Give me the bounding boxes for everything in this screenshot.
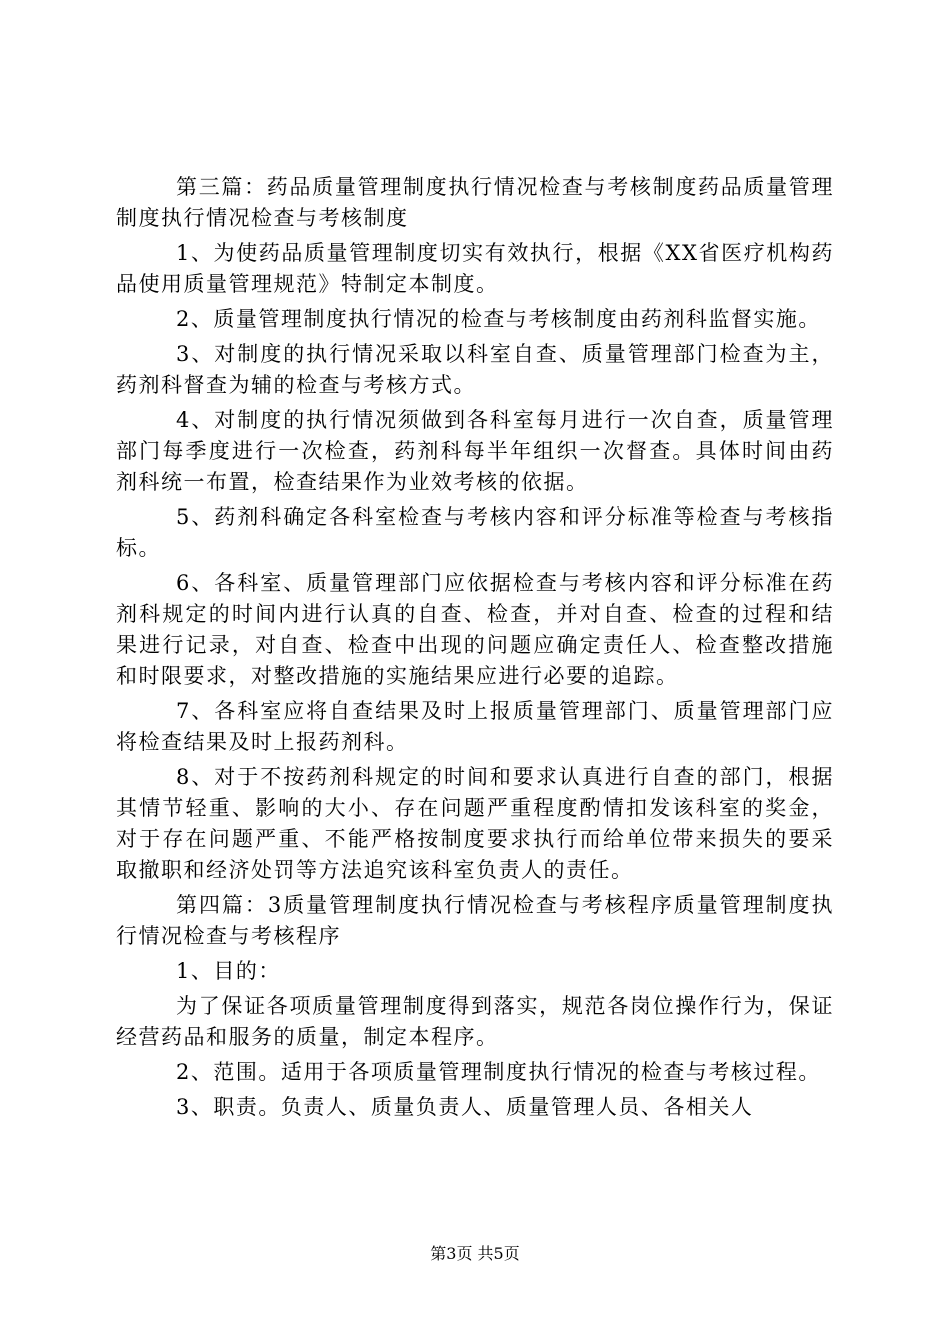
heading-part-four: 第四篇：3质量管理制度执行情况检查与考核程序质量管理制度执行情况检查与考核程序 xyxy=(116,893,834,948)
paragraph-item: 2、质量管理制度执行情况的检查与考核制度由药剂科监督实施。 xyxy=(176,307,821,331)
paragraph-item: 6、各科室、质量管理部门应依据检查与考核内容和评分标准在药剂科规定的时间内进行认真的自查、检查，并对自查、检查的过程和结果进行记录，对自查、检查中出现的问题应确定责任人、检查整改措施和时限要求，对整改措施的实施结果应进行必要的追踪。 xyxy=(116,571,834,688)
paragraph-item: 4、对制度的执行情况须做到各科室每月进行一次自查，质量管理部门每季度进行一次检查，药剂科每半年组织一次督查。具体时间由药剂科统一布置，检查结果作为业效考核的依据。 xyxy=(116,408,834,494)
paragraph-item: 1、目的： xyxy=(176,959,281,983)
paragraph-item: 3、职责。负责人、质量负责人、质量管理人员、各相关人 xyxy=(176,1095,754,1119)
page-footer: 第3页 共5页 xyxy=(430,1244,520,1263)
document-body xyxy=(116,172,834,1123)
paragraph-item: 为了保证各项质量管理制度得到落实，规范各岗位操作行为，保证经营药品和服务的质量，制定本程序。 xyxy=(116,994,834,1049)
paragraph-item: 7、各科室应将自查结果及时上报质量管理部门、质量管理部门应将检查结果及时上报药剂科。 xyxy=(116,699,834,754)
paragraph-item: 5、药剂科确定各科室检查与考核内容和评分标准等检查与考核指标。 xyxy=(116,505,834,560)
paragraph-item: 2、范围。适用于各项质量管理制度执行情况的检查与考核过程。 xyxy=(176,1060,821,1084)
paragraph-item: 3、对制度的执行情况采取以科室自查、质量管理部门检查为主，药剂科督查为辅的检查与考核方式。 xyxy=(116,342,834,397)
heading-part-three: 第三篇：药品质量管理制度执行情况检查与考核制度药品质量管理制度执行情况检查与考核制度 xyxy=(116,175,834,230)
paragraph-item: 1、为使药品质量管理制度切实有效执行，根据《XX省医疗机构药品使用质量管理规范》特制定本制度。 xyxy=(116,241,834,296)
paragraph-item: 8、对于不按药剂科规定的时间和要求认真进行自查的部门，根据其情节轻重、影响的大小、存在问题严重程度酌情扣发该科室的奖金，对于存在问题严重、不能严格按制度要求执行而给单位带来损失的要采取撤职和经济处罚等方法追究该科室负责人的责任。 xyxy=(116,765,834,882)
